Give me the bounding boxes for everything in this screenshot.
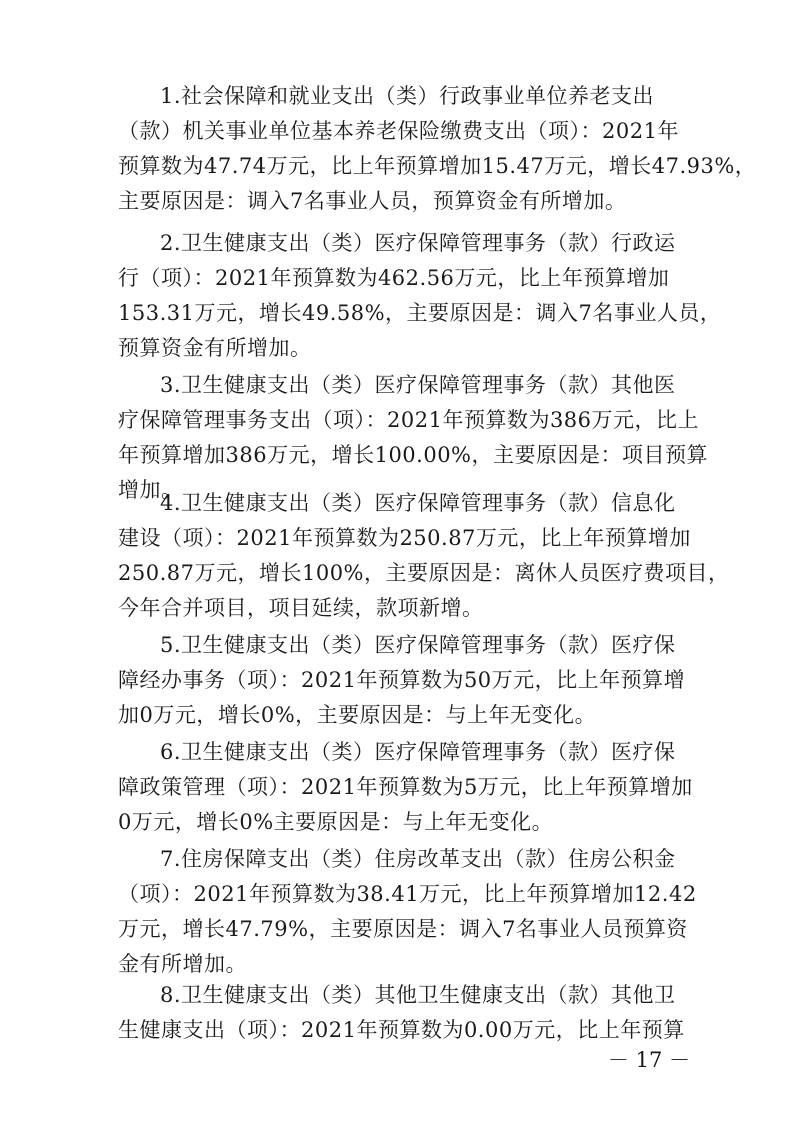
- paragraph-4-line-4: 今年合并项目，项目延续，款项新增。: [118, 596, 484, 620]
- paragraph-7-line-3: 万元，增长47.79%，主要原因是：调入7名事业人员预算资: [118, 917, 688, 941]
- paragraph-4-line-1: 4.卫生健康支出（类）医疗保障管理事务（款）信息化: [160, 491, 676, 515]
- paragraph-5-line-3: 加0万元，增长0%，主要原因是：与上年无变化。: [118, 703, 597, 727]
- paragraph-3-line-4: 增加。: [118, 478, 183, 502]
- paragraph-2-line-4: 预算资金有所增加。: [118, 336, 312, 360]
- paragraph-5-line-1: 5.卫生健康支出（类）医疗保障管理事务（款）医疗保: [160, 633, 676, 657]
- paragraph-7-line-2: （项）：2021年预算数为38.41万元，比上年预算增加12.42: [118, 882, 697, 906]
- paragraph-7-line-1: 7.住房保障支出（类）住房改革支出（款）住房公积金: [160, 847, 676, 871]
- page-number: － 17 －: [607, 1048, 690, 1072]
- paragraph-1-line-1: 1.社会保障和就业支出（类）行政事业单位养老支出: [160, 84, 655, 108]
- paragraph-8-line-2: 生健康支出（项）：2021年预算数为0.00万元，比上年预算: [118, 1018, 685, 1042]
- paragraph-3-line-1: 3.卫生健康支出（类）医疗保障管理事务（款）其他医: [160, 373, 676, 397]
- paragraph-2-line-1: 2.卫生健康支出（类）医疗保障管理事务（款）行政运: [160, 231, 676, 255]
- paragraph-6-line-2: 障政策管理（项）：2021年预算数为5万元，比上年预算增加: [118, 775, 693, 799]
- paragraph-6-line-3: 0万元，增长0%主要原因是：与上年无变化。: [118, 810, 554, 834]
- paragraph-5-line-2: 障经办事务（项）：2021年预算数为50万元，比上年预算增: [118, 668, 686, 692]
- paragraph-6-line-1: 6.卫生健康支出（类）医疗保障管理事务（款）医疗保: [160, 740, 676, 764]
- paragraph-8-line-1: 8.卫生健康支出（类）其他卫生健康支出（款）其他卫: [160, 983, 676, 1007]
- paragraph-7-line-4: 金有所增加。: [118, 952, 247, 976]
- paragraph-1-line-3: 预算数为47.74万元，比上年预算增加15.47万元，增长47.93%，: [118, 154, 757, 178]
- paragraph-2-line-3: 153.31万元，增长49.58%，主要原因是：调入7名事业人员，: [118, 301, 722, 325]
- paragraph-3-line-2: 疗保障管理事务支出（项）：2021年预算数为386万元，比上: [118, 408, 700, 432]
- paragraph-4-line-2: 建设（项）：2021年预算数为250.87万元，比上年预算增加: [118, 526, 691, 550]
- paragraph-1-line-4: 主要原因是：调入7名事业人员，预算资金有所增加。: [118, 189, 627, 213]
- paragraph-1-line-2: （款）机关事业单位基本养老保险缴费支出（项）：2021年: [118, 119, 679, 143]
- paragraph-3-line-3: 年预算增加386万元，增长100.00%，主要原因是：项目预算: [118, 443, 709, 467]
- paragraph-4-line-3: 250.87万元，增长100%，主要原因是：离休人员医疗费项目，: [118, 561, 730, 585]
- paragraph-2-line-2: 行（项）：2021年预算数为462.56万元，比上年预算增加: [118, 266, 670, 290]
